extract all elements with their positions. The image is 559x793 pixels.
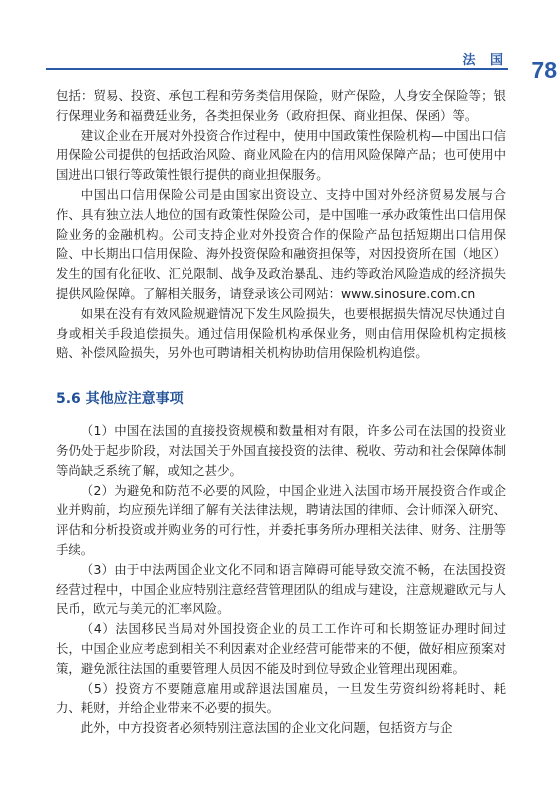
paragraph-trailing: 此外，中方投资者必须特别注意法国的企业文化问题，包括资方与企 [80,720,453,736]
page-number: 78 [531,57,557,83]
list-item: （4）法国移民当局对外国投资企业的员工工作许可和长期签证办理时间过长，中国企业应考虑到相关不利因素对企业经营可能带来的不便，做好相应预案对策，避免派往法国的重要管理人员因不能及时到位导致企业管理出现困难。 [56,621,506,676]
header-rule [46,68,508,70]
paragraph-loss-recovery: 如果在没有有效风险规避情况下发生风险损失，也要根据损失情况尽快通过自身或相关手段追偿损失。通过信用保险机构承保业务，则由信用保险机构定损核赔、补偿风险损失，另外也可聘请相关机构协助信用保险机构追偿。 [56,305,506,361]
list-item: （2）为避免和防范不必要的风险，中国企业进入法国市场开展投资合作或企业并购前，均应预先详细了解有关法律法规，聘请法国的律师、会计师深入研究、评估和分析投资或并购业务的可行性，并委托事务所办理相关法律、财务、注册等手续。 [56,482,506,557]
chapter-label: 法 国 [462,53,508,68]
paragraph-insurance-types: 包括：贸易、投资、承包工程和劳务类信用保险，财产保险，人身安全保险等；银行保理业务和福费廷业务，各类担保业务（政府担保、商业担保、保函）等。 [56,88,506,123]
list-item: （5）投资方不要随意雇用或辞退法国雇员，一旦发生劳资纠纷将耗时、耗力、耗财，并给企业带来不必要的损失。 [56,680,506,716]
list-item: （3）由于中法两国企业文化不同和语言障碍可能导致交流不畅，在法国投资经营过程中，中国企业应特别注意经营管理团队的组成与建设，注意规避欧元与人民币，欧元与美元的汇率风险。 [56,561,506,617]
list-item: （1）中国在法国的直接投资规模和数量相对有限，许多公司在法国的投资业务仍处于起步阶段，对法国关于外国直接投资的法律、税收、劳动和社会保障体制等尚缺乏系统了解，或知之甚少。 [56,423,506,478]
paragraph-sinosure: 中国出口信用保险公司是由国家出资设立、支持中国对外经济贸易发展与合作、具有独立法人地位的国有政策性保险公司，是中国唯一承办政策性出口信用保险业务的金融机构。公司支持企业对外投资合作的保险产品包括短期出口信用保险、中长期出口信用保险、海外投资保险和融资担保等，对因投资所在国（地区）发生的国有化征收、汇兑限制、战争及政治暴乱、违约等政治风险造成的经济损失提供风险保障。了解相关服务，请登录该公司网站：www.sinosure.com.cn [56,186,506,301]
paragraph-recommendation: 建议企业在开展对外投资合作过程中，使用中国政策性保险机构—中国出口信用保险公司提供的包括政治风险、商业风险在内的信用风险保障产品；也可使用中国进出口银行等政策性银行提供的商业担保服务。 [56,127,506,183]
running-header [46,45,559,85]
page-body [56,86,506,738]
section-heading: 5.6 其他应注意事项 [56,391,184,408]
